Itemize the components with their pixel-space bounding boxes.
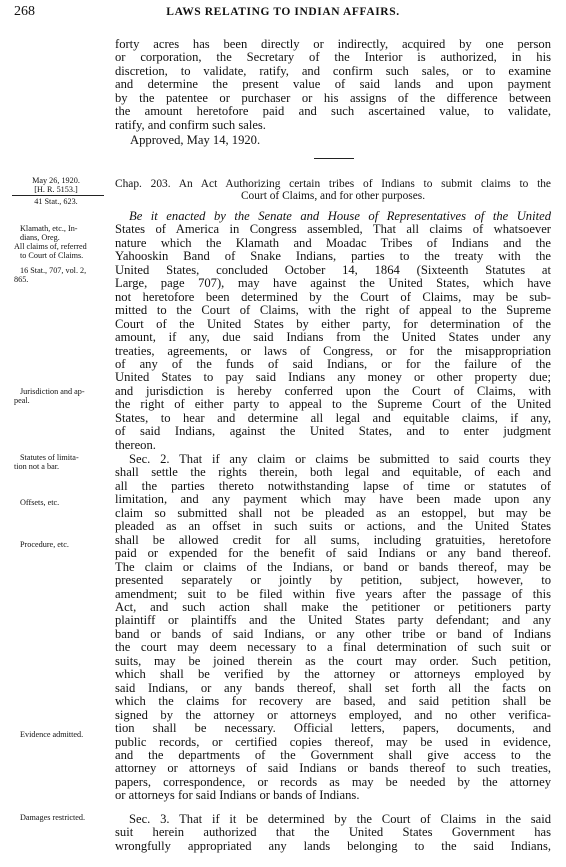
text-line: signed by the attorney or attorneys employed, and no other verifica- xyxy=(115,708,551,722)
page-number: 268 xyxy=(14,4,35,19)
text-line: the right of either party to appeal to the Supreme Court of the United xyxy=(115,398,551,412)
text-line: public records, or certified copies thereof, may be used in evidence, xyxy=(115,735,551,749)
margin-date: May 26, 1920. xyxy=(32,176,80,185)
text-line: The claim or claims of the Indians, or band or bands thereof, may be xyxy=(115,560,551,574)
text-line: discretion, to validate, ratify, and confirm such sales, or to examine xyxy=(115,64,551,78)
text-line: amount, if any, due said Indians from the United States under any xyxy=(115,331,551,345)
text-line: and jurisdiction is hereby conferred upon the Court of Claims, with xyxy=(115,384,551,398)
margin-bill: [H. R. 5153.] xyxy=(34,185,78,194)
text-line: claim so submitted shall not be pleaded as an estoppel, but may be xyxy=(115,506,551,520)
section-3 xyxy=(115,813,551,853)
text-line: presented separately or jointly by petition, subject, however, to xyxy=(115,574,551,588)
text-line: Sec. 3. That if it be determined by the Court of Claims in the said xyxy=(129,813,551,826)
text-line: of said Indians, against the United States, and to enter judgment xyxy=(115,425,551,439)
text-line: treaties, agreements, or laws of Congress, or for the misappropriation xyxy=(115,344,551,358)
text-line: amendment; suit to be filed within five years after the passage of this xyxy=(115,587,551,601)
text-line: or attorneys for said Indians or bands of Indians. xyxy=(115,789,360,803)
text-line: which the claims for recovery are based, and said petition shall be xyxy=(115,695,551,709)
text-line: by the patentee or purchaser or his assigns of the difference between xyxy=(115,91,551,105)
text-line: wrongfully appropriated any lands belonging to the said Indians, xyxy=(115,839,551,853)
text-line: all the parties thereto notwithstanding lapse of time or statutes of xyxy=(115,479,551,493)
text-line: States of America in Congress assembled, That all claims of whatsoever xyxy=(115,223,551,237)
text-line: limitation, and any payment which may have been made upon any xyxy=(115,493,551,507)
text-line: forty acres has been directly or indirectly, acquired by one person xyxy=(115,38,551,51)
text-line: Be it enacted by the Senate and House of Representatives of the United xyxy=(129,210,551,223)
text-line: shall be allowed credit for all sums, including gratuities, heretofore xyxy=(115,533,551,547)
text-line: tion shall be necessary. Official letters, papers, documents, and xyxy=(115,722,551,736)
margin-note-klamath: Klamath, etc., In- dians, Oreg. All claims of, referred to Court of Claims. xyxy=(14,224,87,260)
text-line: paid or expended for the benefit of said Indians or any band thereof. xyxy=(115,547,551,561)
text-line: suits, may be joined therein as the court may order. Such petition, xyxy=(115,654,551,668)
text-line: Act, and such action shall make the petitioner or petitioners party xyxy=(115,600,551,614)
margin-note-jurisdiction: Jurisdiction and ap- peal. xyxy=(14,387,85,405)
text-line: the court may deem necessary to a final determination of such suit or xyxy=(115,641,551,655)
running-header: LAWS RELATING TO INDIAN AFFAIRS. xyxy=(166,6,400,18)
text-line: the amount heretofore paid and such ascertained value, to validate, xyxy=(115,105,551,119)
margin-note-procedure: Procedure, etc. xyxy=(20,540,69,549)
text-line: attorney or attorneys of said Indians or bands thereof to such treaties, xyxy=(115,762,551,776)
text-line: plaintiff or plaintiffs and the United States party defendant; and any xyxy=(115,614,551,628)
section-1 xyxy=(115,210,551,452)
margin-note-damages: Damages restricted. xyxy=(20,813,86,822)
text-line: Yahooskin Band of Snake Indians, parties to the treaty with the xyxy=(115,250,551,264)
chapter-line: Court of Claims, and for other purposes. xyxy=(240,190,426,202)
text-line: papers, correspondence, or records as may be needed by the attorney xyxy=(115,775,551,789)
margin-note-limitation: Statutes of limita- tion not a bar. xyxy=(14,453,79,471)
text-line: said Indians, or any bands thereof, shall set forth all the facts on xyxy=(115,681,551,695)
intro-paragraph xyxy=(115,38,551,132)
text-line: States, to hear and determine all legal and equitable claims, if any, xyxy=(115,411,551,425)
text-line: United States, concluded October 14, 1864 (Sixteenth Statutes at xyxy=(115,263,551,277)
text-line: Court of the United States by either party, for determination of the xyxy=(115,317,551,331)
text-line: and determine the present value of said lands and upon payment xyxy=(115,78,551,92)
text-line: not heretofore been determined by the Court of Claims, may be sub- xyxy=(115,290,551,304)
margin-note-statute: 16 Stat., 707, vol. 2, 865. xyxy=(14,266,87,284)
text-line: Sec. 2. That if any claim or claims be submitted to said courts they xyxy=(129,453,551,466)
text-line: United States to pay said Indians any money or other property due; xyxy=(115,371,551,385)
section-2 xyxy=(115,453,551,803)
text-line: or corporation, the Secretary of the Interior is authorized, in his xyxy=(115,51,551,65)
margin-rule xyxy=(12,195,104,196)
text-line: band or bands of said Indians, or any other tribe or band of Indians xyxy=(115,627,551,641)
text-line: mitted to the Court of Claims, with the right of appeal to the Supreme xyxy=(115,304,551,318)
text-line: shall settle the rights therein, both legal and equitable, of each and xyxy=(115,466,551,480)
text-line: which shall be verified by the attorney or attorneys employed by xyxy=(115,668,551,682)
text-line: nature which the Klamath and Moadac Tribes of Indians and the xyxy=(115,236,551,250)
text-line: and the departments of the Government shall give access to the xyxy=(115,748,551,762)
chapter-heading xyxy=(115,178,551,202)
margin-stat: 41 Stat., 623. xyxy=(34,197,78,206)
margin-note-offsets: Offsets, etc. xyxy=(20,498,60,507)
text-line: ratify, and confirm such sales. xyxy=(115,118,266,132)
text-line: Large, page 707), may have against the United States, which have xyxy=(115,277,551,291)
text-line: thereon. xyxy=(115,438,156,452)
margin-note-evidence: Evidence admitted. xyxy=(20,730,84,739)
text-line: of any of the funds of said Indians, or for the failure of the xyxy=(115,357,551,371)
divider-rule xyxy=(314,158,354,159)
text-line: pleaded as an offset in such suits or actions, and the United States xyxy=(115,520,551,534)
approved-line: Approved, May 14, 1920. xyxy=(130,133,261,147)
chapter-line: Chap. 203. An Act Authorizing certain tribes of Indians to submit claims to the xyxy=(115,178,551,190)
text-line: suit herein authorized that the United States Government has xyxy=(115,826,551,840)
